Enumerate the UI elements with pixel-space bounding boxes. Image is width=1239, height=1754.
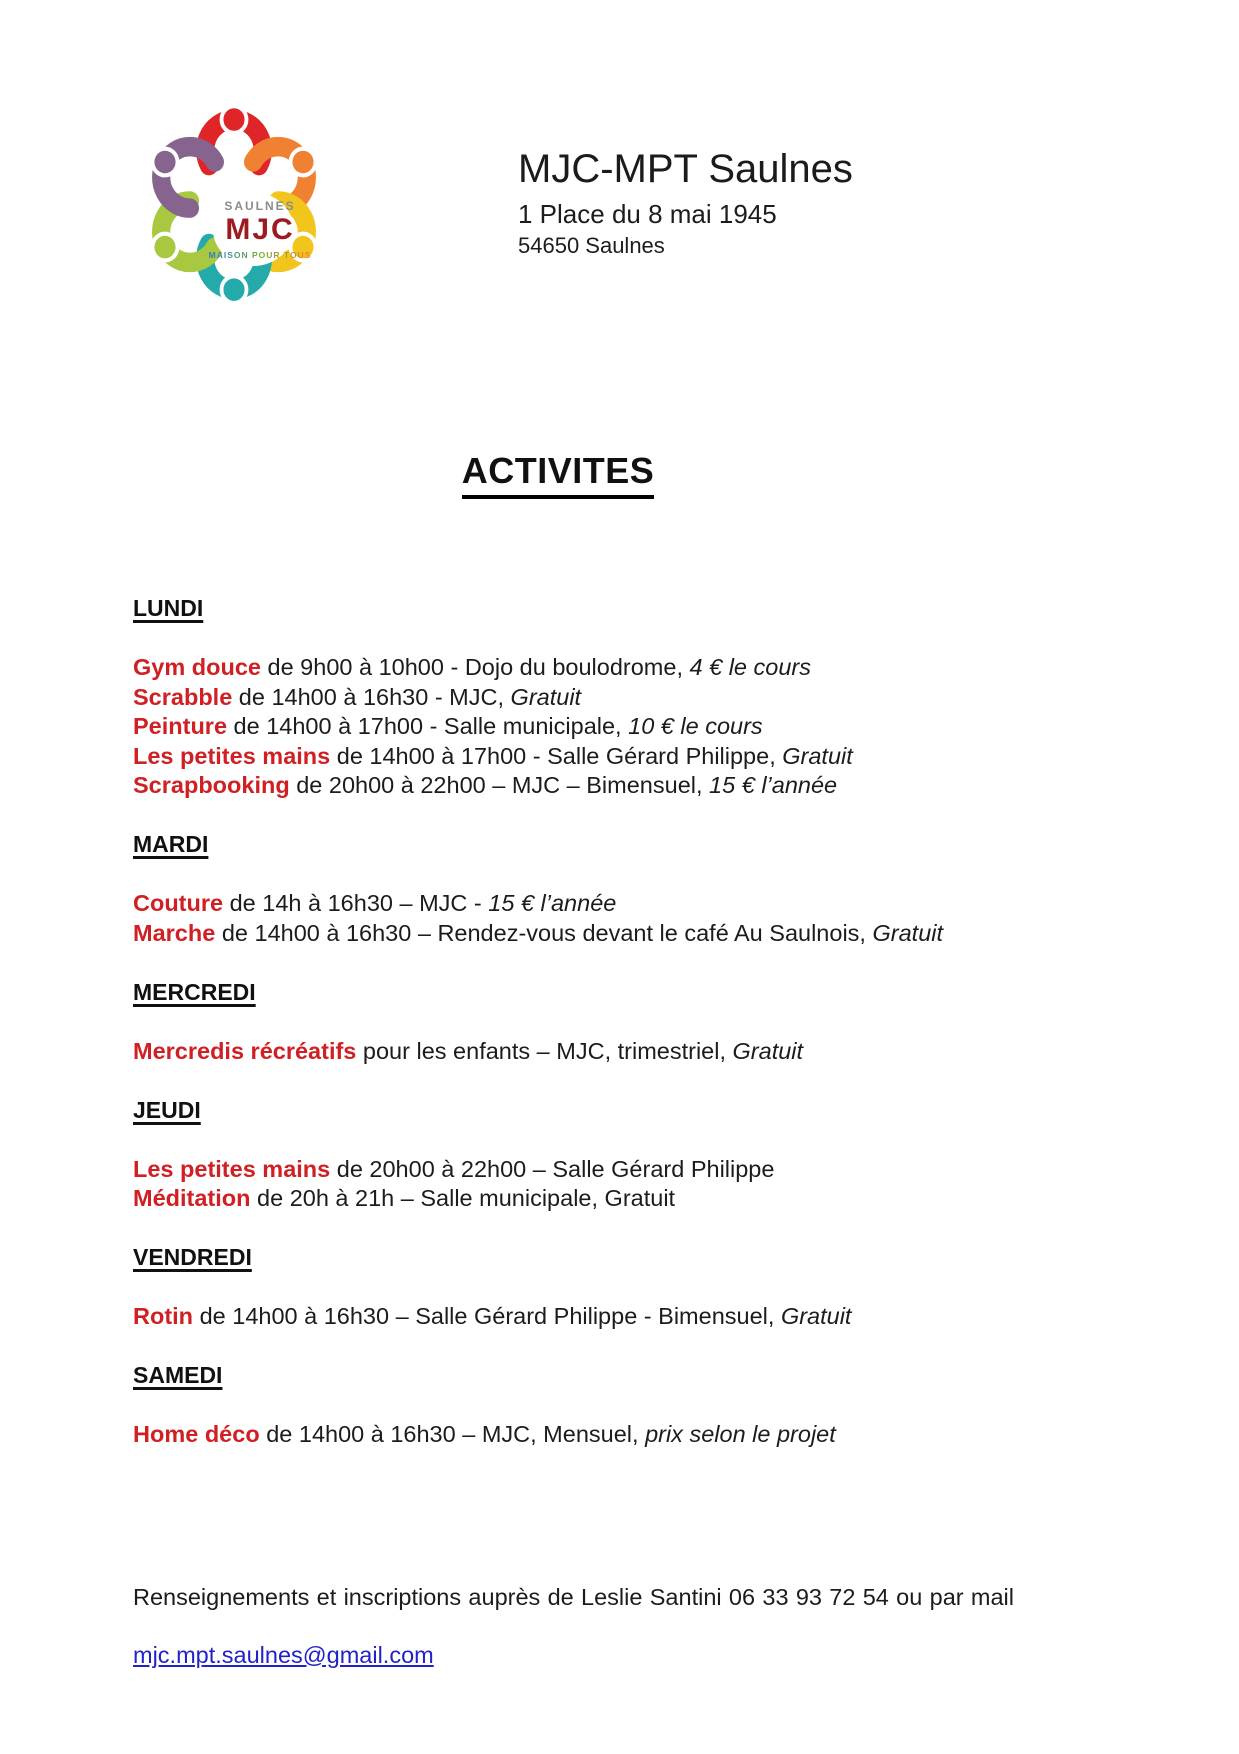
activity-line [133, 683, 1093, 713]
activities-schedule [133, 594, 1093, 1479]
main-title-wrap [133, 450, 983, 499]
logo-town-label: SAULNES [224, 199, 296, 213]
activity-name: Peinture [133, 713, 228, 739]
day-section [133, 1243, 1093, 1332]
activity-details: pour les enfants – MJC, trimestriel, [356, 1037, 733, 1064]
day-heading: JEUDI [133, 1096, 201, 1123]
day-activities [133, 889, 1093, 948]
contact-info-text: Renseignements et inscriptions auprès de Leslie Santini 06 33 93 72 54 ou par mail [133, 1584, 1014, 1610]
activity-price: 15 € l’année [488, 890, 617, 916]
activity-name: Scrabble [133, 683, 233, 710]
activity-line [133, 1037, 1093, 1067]
logo-tagline-label: MAISON POUR TOUS [164, 251, 356, 260]
footer [133, 1580, 1014, 1695]
activity-details: de 20h00 à 22h00 – Salle Gérard Philippe [330, 1155, 775, 1182]
activity-name: Home déco [133, 1421, 260, 1447]
logo-acronym-label: MJC [225, 213, 295, 246]
activity-name: Gym douce [133, 654, 261, 680]
activity-price: 15 € l’année [709, 772, 838, 798]
day-section [133, 594, 1093, 801]
activity-name: Scrapbooking [133, 772, 290, 798]
activity-line [133, 1155, 1093, 1185]
day-activities [133, 1037, 1093, 1067]
activity-line [133, 889, 1093, 919]
address-line-2: 54650 Saulnes [518, 233, 665, 258]
footer-email-line [133, 1638, 1014, 1672]
activity-price: 4 € le cours [689, 654, 811, 680]
activity-price: Gratuit [510, 683, 582, 710]
day-activities [133, 1155, 1093, 1214]
activity-price: Gratuit [872, 919, 944, 946]
activity-name: Mercredis récréatifs [133, 1037, 357, 1064]
activity-line [133, 919, 1093, 949]
activity-line [133, 771, 1093, 801]
day-heading: SAMEDI [133, 1362, 223, 1388]
activity-line [133, 653, 1093, 683]
activity-details: de 9h00 à 10h00 - Dojo du boulodrome, [260, 654, 690, 680]
activity-details: de 14h00 à 16h30 – Rendez-vous devant le café Au Saulnois, [215, 919, 873, 946]
activity-name: Méditation [133, 1185, 251, 1211]
activity-price: Gratuit [732, 1037, 804, 1064]
day-section [133, 1096, 1093, 1214]
address-line-1: 1 Place du 8 mai 1945 [518, 199, 777, 229]
day-heading: LUNDI [133, 595, 204, 621]
day-section [133, 1361, 1093, 1450]
email-link[interactable]: mjc.mpt.saulnes@gmail.com [133, 1641, 434, 1668]
page-title: ACTIVITES [462, 450, 655, 499]
activity-price: Gratuit [782, 742, 853, 769]
activity-details: de 14h à 16h30 – MJC - [223, 890, 489, 916]
logo-text [164, 200, 356, 260]
activity-name: Couture [133, 890, 224, 916]
day-section [133, 978, 1093, 1067]
activity-name: Les petites mains [133, 742, 331, 769]
activity-line [133, 1184, 1093, 1214]
day-activities [133, 1420, 1093, 1450]
day-heading: MERCREDI [133, 978, 256, 1005]
activity-details: de 14h00 à 16h30 – MJC, Mensuel, [259, 1421, 646, 1447]
activity-details: de 14h00 à 16h30 – Salle Gérard Philippe - Bimensuel, [193, 1303, 781, 1329]
activity-details: de 20h00 à 22h00 – MJC – Bimensuel, [289, 772, 710, 798]
activity-line [133, 1420, 1093, 1450]
mjc-logo [138, 100, 330, 305]
day-heading: MARDI [133, 831, 209, 857]
activity-name: Marche [133, 919, 216, 946]
activity-details: de 20h à 21h – Salle municipale, Gratuit [250, 1185, 676, 1211]
day-activities [133, 653, 1093, 801]
day-section [133, 830, 1093, 948]
organization-title: MJC-MPT Saulnes [518, 147, 853, 191]
activity-name: Les petites mains [133, 1155, 331, 1182]
activity-line [133, 712, 1093, 742]
header [518, 146, 853, 261]
activity-price: Gratuit [780, 1303, 852, 1329]
activity-name: Rotin [133, 1303, 194, 1329]
activity-details: de 14h00 à 17h00 - Salle Gérard Philippe, [330, 742, 783, 769]
activity-line [133, 742, 1093, 772]
activity-price: prix selon le projet [645, 1421, 836, 1447]
day-heading: VENDREDI [133, 1244, 252, 1270]
day-activities [133, 1302, 1093, 1332]
activity-details: de 14h00 à 17h00 - Salle municipale, [227, 713, 629, 739]
activity-details: de 14h00 à 16h30 - MJC, [232, 683, 511, 710]
activity-line [133, 1302, 1093, 1332]
activity-price: 10 € le cours [628, 713, 763, 739]
